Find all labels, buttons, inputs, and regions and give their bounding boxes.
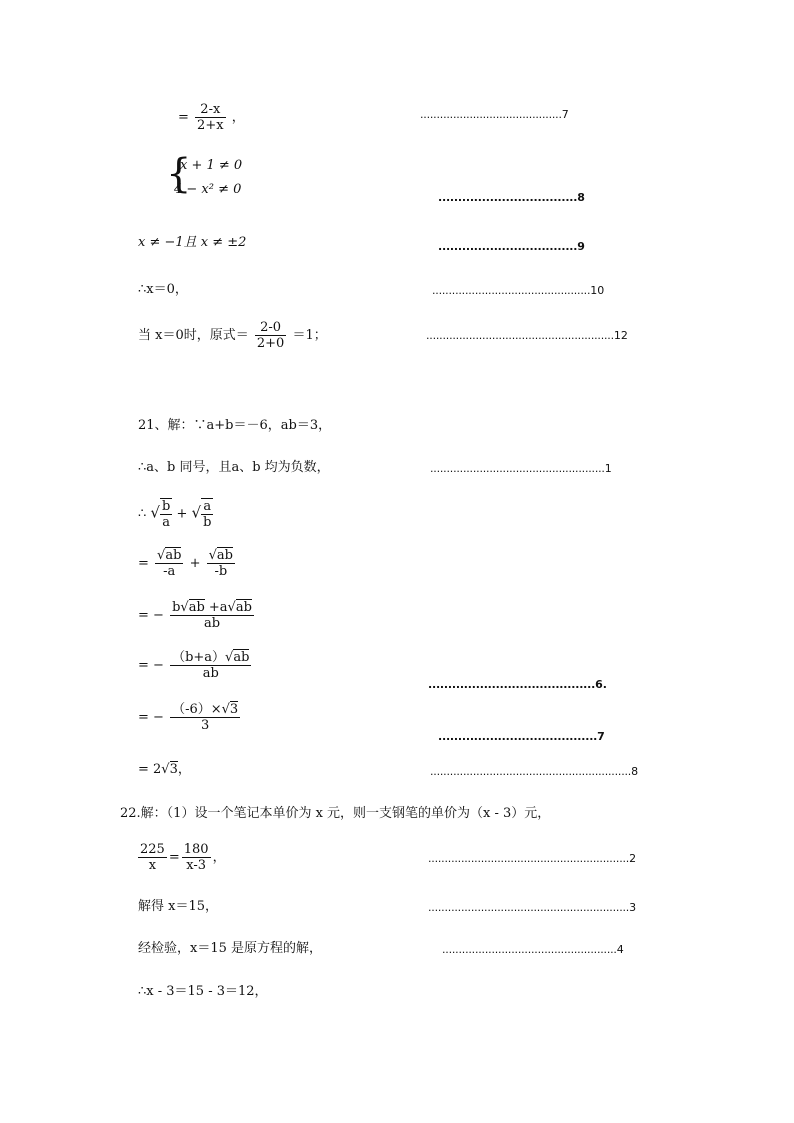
- radicand: ab: [235, 600, 252, 615]
- x-equals-zero: ∴x＝0，: [138, 282, 188, 297]
- score-mark: 6.: [595, 678, 607, 691]
- step-fraction-line: [178, 102, 245, 133]
- equals-sign: =: [138, 556, 149, 571]
- numerator: 225: [140, 842, 165, 857]
- result-line: [138, 762, 191, 778]
- score-leader-10: ................................................10: [432, 284, 605, 297]
- fraction: [195, 102, 226, 133]
- score-leader-1: .....................................................1: [430, 462, 612, 475]
- denominator: b: [203, 515, 212, 530]
- score-mark: 8: [631, 765, 639, 778]
- coef-b: b: [172, 600, 181, 615]
- domain-condition: x ≠ −1且 x ≠ ±2: [138, 235, 247, 250]
- radical-icon: √: [150, 503, 160, 522]
- equation-line: [138, 842, 226, 873]
- numerator: [170, 702, 240, 718]
- sign-statement: ∴a、b 同号，且a、b 均为负数，: [138, 460, 330, 475]
- denominator: a: [162, 515, 171, 530]
- radicand: ab: [165, 548, 182, 563]
- substitution-prefix: 当 x＝0时，原式＝: [138, 328, 249, 343]
- numerator: a: [201, 499, 213, 515]
- radical-icon: √: [221, 702, 230, 717]
- score-leader-8b: .............................................................8: [430, 765, 639, 778]
- score-leader-8a: ...................................8: [438, 191, 585, 204]
- fraction: [160, 498, 172, 530]
- score-leader-7b: ........................................7: [438, 730, 605, 743]
- fraction: [155, 548, 183, 579]
- numerator: [207, 548, 235, 564]
- denominator: -a: [163, 564, 176, 579]
- radical-icon: √: [180, 600, 189, 615]
- equals-minus: = −: [138, 710, 164, 725]
- score-mark: 9: [577, 240, 585, 253]
- score-mark: 12: [613, 329, 628, 342]
- score-mark: 8: [577, 191, 585, 204]
- radical-icon: √: [208, 548, 217, 563]
- radicand: 3: [229, 702, 239, 717]
- final-line: ∴x - 3＝15 - 3＝12，: [138, 984, 268, 999]
- equals-minus: = −: [138, 658, 164, 673]
- equals-minus: = −: [138, 608, 164, 623]
- fraction: [170, 702, 240, 733]
- fraction: [170, 650, 251, 681]
- score-leader-6: ..........................................6.: [428, 678, 607, 691]
- numerator: b: [161, 499, 171, 514]
- sqrt-rewrite-line: [138, 548, 237, 579]
- score-mark: 2: [629, 852, 637, 865]
- fraction: [138, 842, 167, 873]
- denominator: ab: [202, 666, 219, 681]
- score-leader-4: .....................................................4: [442, 943, 624, 956]
- substitute-line: [138, 702, 242, 733]
- substitution-result: ＝1；: [292, 328, 327, 343]
- radical-icon: √: [157, 548, 166, 563]
- result-coef: = 2: [138, 762, 162, 777]
- sqrt-term-2: [192, 498, 214, 530]
- denominator: 2+0: [256, 336, 285, 351]
- solve-line: 解得 x＝15，: [138, 899, 219, 914]
- score-mark: 3: [629, 901, 637, 914]
- radical-icon: √: [161, 762, 170, 777]
- question-22-heading: 22.解：（1）设一个笔记本单价为 x 元，则一支钢笔的单价为（x - 3）元，: [120, 806, 551, 821]
- numerator: 2-0: [255, 320, 286, 336]
- fraction: [201, 498, 213, 530]
- denominator: 2+x: [197, 118, 224, 133]
- system-condition-2: 4 − x² ≠ 0: [174, 182, 242, 197]
- radical-icon: √: [225, 650, 234, 665]
- sqrt-sum-line: [138, 498, 213, 530]
- score-mark: 10: [590, 284, 605, 297]
- combine-line: [138, 600, 256, 631]
- score-leader-12: .........................................................12: [426, 329, 628, 342]
- score-mark: 4: [616, 943, 624, 956]
- denominator: ab: [203, 616, 221, 631]
- equals-sign: =: [178, 110, 189, 125]
- comma: ，: [212, 850, 226, 865]
- denominator: x-3: [186, 858, 207, 873]
- radicand: ab: [233, 650, 250, 665]
- denominator: x: [148, 858, 157, 873]
- radical-icon: √: [227, 600, 236, 615]
- fraction: [170, 600, 254, 631]
- numerator: [170, 600, 254, 616]
- score-leader-7a: ...........................................7: [420, 108, 569, 121]
- factor: （-6）×: [172, 702, 222, 717]
- plus-sign: +: [189, 556, 201, 571]
- substitution-line: [138, 320, 327, 351]
- comma: ，: [177, 762, 191, 777]
- question-21-heading: 21、解：∵a+b＝－6，ab＝3，: [138, 418, 332, 433]
- factor-line: [138, 650, 253, 681]
- plus-sign: +: [176, 506, 188, 522]
- system-condition-1: x + 1 ≠ 0: [180, 158, 243, 173]
- radicand: 3: [169, 762, 178, 777]
- numerator: 180: [183, 842, 209, 857]
- sum-term: （b+a）: [172, 650, 226, 665]
- score-mark: 1: [604, 462, 612, 475]
- numerator: [155, 548, 183, 564]
- comma: ，: [231, 110, 245, 125]
- fraction: [255, 320, 286, 351]
- check-line: 经检验，x＝15 是原方程的解，: [138, 941, 323, 956]
- radical-icon: √: [191, 503, 202, 522]
- denominator: -b: [214, 564, 228, 579]
- numerator: [170, 650, 251, 666]
- score-mark: 7: [597, 730, 605, 743]
- denominator: 3: [200, 718, 210, 733]
- fraction: [182, 842, 211, 873]
- score-leader-2: .............................................................2: [428, 852, 637, 865]
- therefore-sign: ∴: [138, 506, 147, 522]
- equals-sign: =: [168, 850, 180, 865]
- sqrt-term-1: [150, 498, 172, 530]
- score-leader-3: .............................................................3: [428, 901, 637, 914]
- coef-a: +a: [204, 600, 228, 615]
- fraction: [207, 548, 235, 579]
- radicand: ab: [188, 600, 205, 615]
- numerator: 2-x: [195, 102, 226, 118]
- radicand: ab: [216, 548, 233, 563]
- score-leader-9: ...................................9: [438, 240, 585, 253]
- system-brace: {: [166, 151, 192, 197]
- score-mark: 7: [561, 108, 569, 121]
